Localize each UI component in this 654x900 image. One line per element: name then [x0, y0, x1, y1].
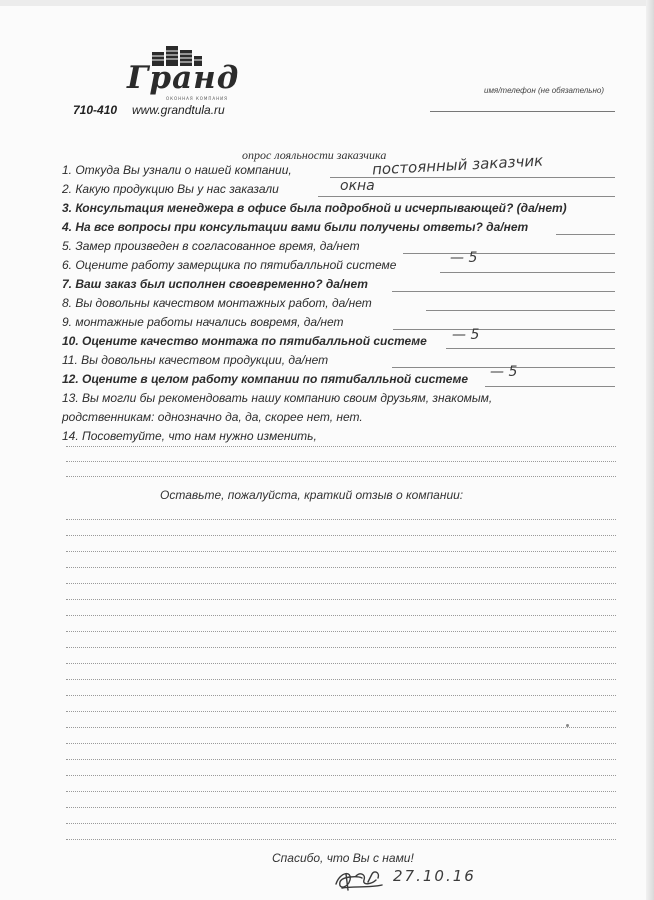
answer-line-9 — [393, 329, 615, 330]
question-10: 10. Оцените качество монтажа по пятибалльной системе — [62, 334, 427, 348]
scan-edge-right — [646, 0, 654, 900]
question-11: 11. Вы довольны качеством продукции, да/нет — [62, 353, 329, 367]
dotted-line — [66, 535, 616, 536]
dotted-line — [66, 775, 616, 776]
answer-line-8 — [426, 310, 615, 311]
handwritten-answer-6: — 5 — [450, 250, 478, 266]
answer-line-10 — [446, 348, 615, 349]
feedback-prompt: Оставьте, пожалуйста, краткий отзыв о компании: — [160, 488, 464, 502]
dotted-line — [66, 583, 616, 584]
handwritten-date: 27.10.16 — [393, 867, 476, 885]
dotted-line — [66, 791, 616, 792]
dotted-line — [66, 759, 616, 760]
dotted-line — [66, 743, 616, 744]
dotted-line — [66, 461, 616, 462]
company-website: www.grandtula.ru — [132, 103, 225, 117]
company-phone: 710-410 — [73, 103, 118, 117]
dotted-line — [66, 615, 616, 616]
question-3: 3. Консультация менеджера в офисе была подробной и исчерпывающей? (да/нет) — [62, 201, 567, 215]
question-14: 14. Посоветуйте, что нам нужно изменить, — [62, 429, 317, 443]
scan-speck — [566, 724, 569, 727]
question-9: 9. монтажные работы начались вовремя, да/нет — [62, 315, 344, 329]
question-8: 8. Вы довольны качеством монтажных работ, да/нет — [62, 296, 372, 310]
dotted-line — [66, 599, 616, 600]
question-7: 7. Ваш заказ был исполнен своевременно? да/нет — [62, 277, 368, 291]
company-logo — [122, 42, 240, 102]
logo-subtitle: ОКОННАЯ КОМПАНИЯ — [166, 96, 228, 101]
dotted-line — [66, 663, 616, 664]
answer-line-5 — [403, 253, 615, 254]
dotted-line — [66, 519, 616, 520]
question-13-options: родственникам: однозначно да, да, скорее нет, нет. — [62, 410, 363, 424]
logo-wordmark: Гранд — [127, 60, 240, 96]
question-12: 12. Оцените в целом работу компании по пятибалльной системе — [62, 372, 468, 386]
dotted-line — [66, 647, 616, 648]
scan-edge-top — [0, 0, 654, 6]
dotted-line — [66, 807, 616, 808]
question-6: 6. Оцените работу замерщика по пятибалльной системе — [62, 258, 397, 272]
question-4: 4. На все вопросы при консультации вами были получены ответы? да/нет — [62, 220, 529, 234]
answer-line-2 — [318, 196, 615, 197]
answer-line-12 — [485, 386, 615, 387]
contact-field-line — [430, 111, 615, 112]
answer-line-4 — [556, 234, 615, 235]
answer-line-7 — [392, 291, 615, 292]
dotted-line — [66, 567, 616, 568]
dotted-line — [66, 551, 616, 552]
handwritten-answer-12: — 5 — [490, 364, 518, 380]
question-1: 1. Откуда Вы узнали о нашей компании, — [62, 163, 292, 177]
handwritten-signature — [332, 866, 390, 894]
answer-line-6 — [440, 272, 615, 273]
handwritten-answer-1: постоянный заказчик — [371, 151, 544, 179]
dotted-line — [66, 711, 616, 712]
handwritten-answer-2: окна — [340, 178, 375, 194]
thanks-message: Спасибо, что Вы с нами! — [272, 851, 414, 865]
question-13: 13. Вы могли бы рекомендовать нашу компанию своим друзьям, знакомым, — [62, 391, 493, 405]
dotted-line — [66, 446, 616, 447]
dotted-line — [66, 679, 616, 680]
dotted-line — [66, 695, 616, 696]
contact-label: имя/телефон (не обязательно) — [484, 86, 605, 95]
dotted-line — [66, 631, 616, 632]
dotted-line — [66, 823, 616, 824]
handwritten-answer-10: — 5 — [452, 327, 480, 343]
dotted-line — [66, 476, 616, 477]
question-5: 5. Замер произведен в согласованное время, да/нет — [62, 239, 360, 253]
dotted-line — [66, 727, 616, 728]
question-2: 2. Какую продукцию Вы у нас заказали — [62, 182, 279, 196]
survey-title: опрос лояльности заказчика — [242, 148, 387, 162]
dotted-line — [66, 839, 616, 840]
